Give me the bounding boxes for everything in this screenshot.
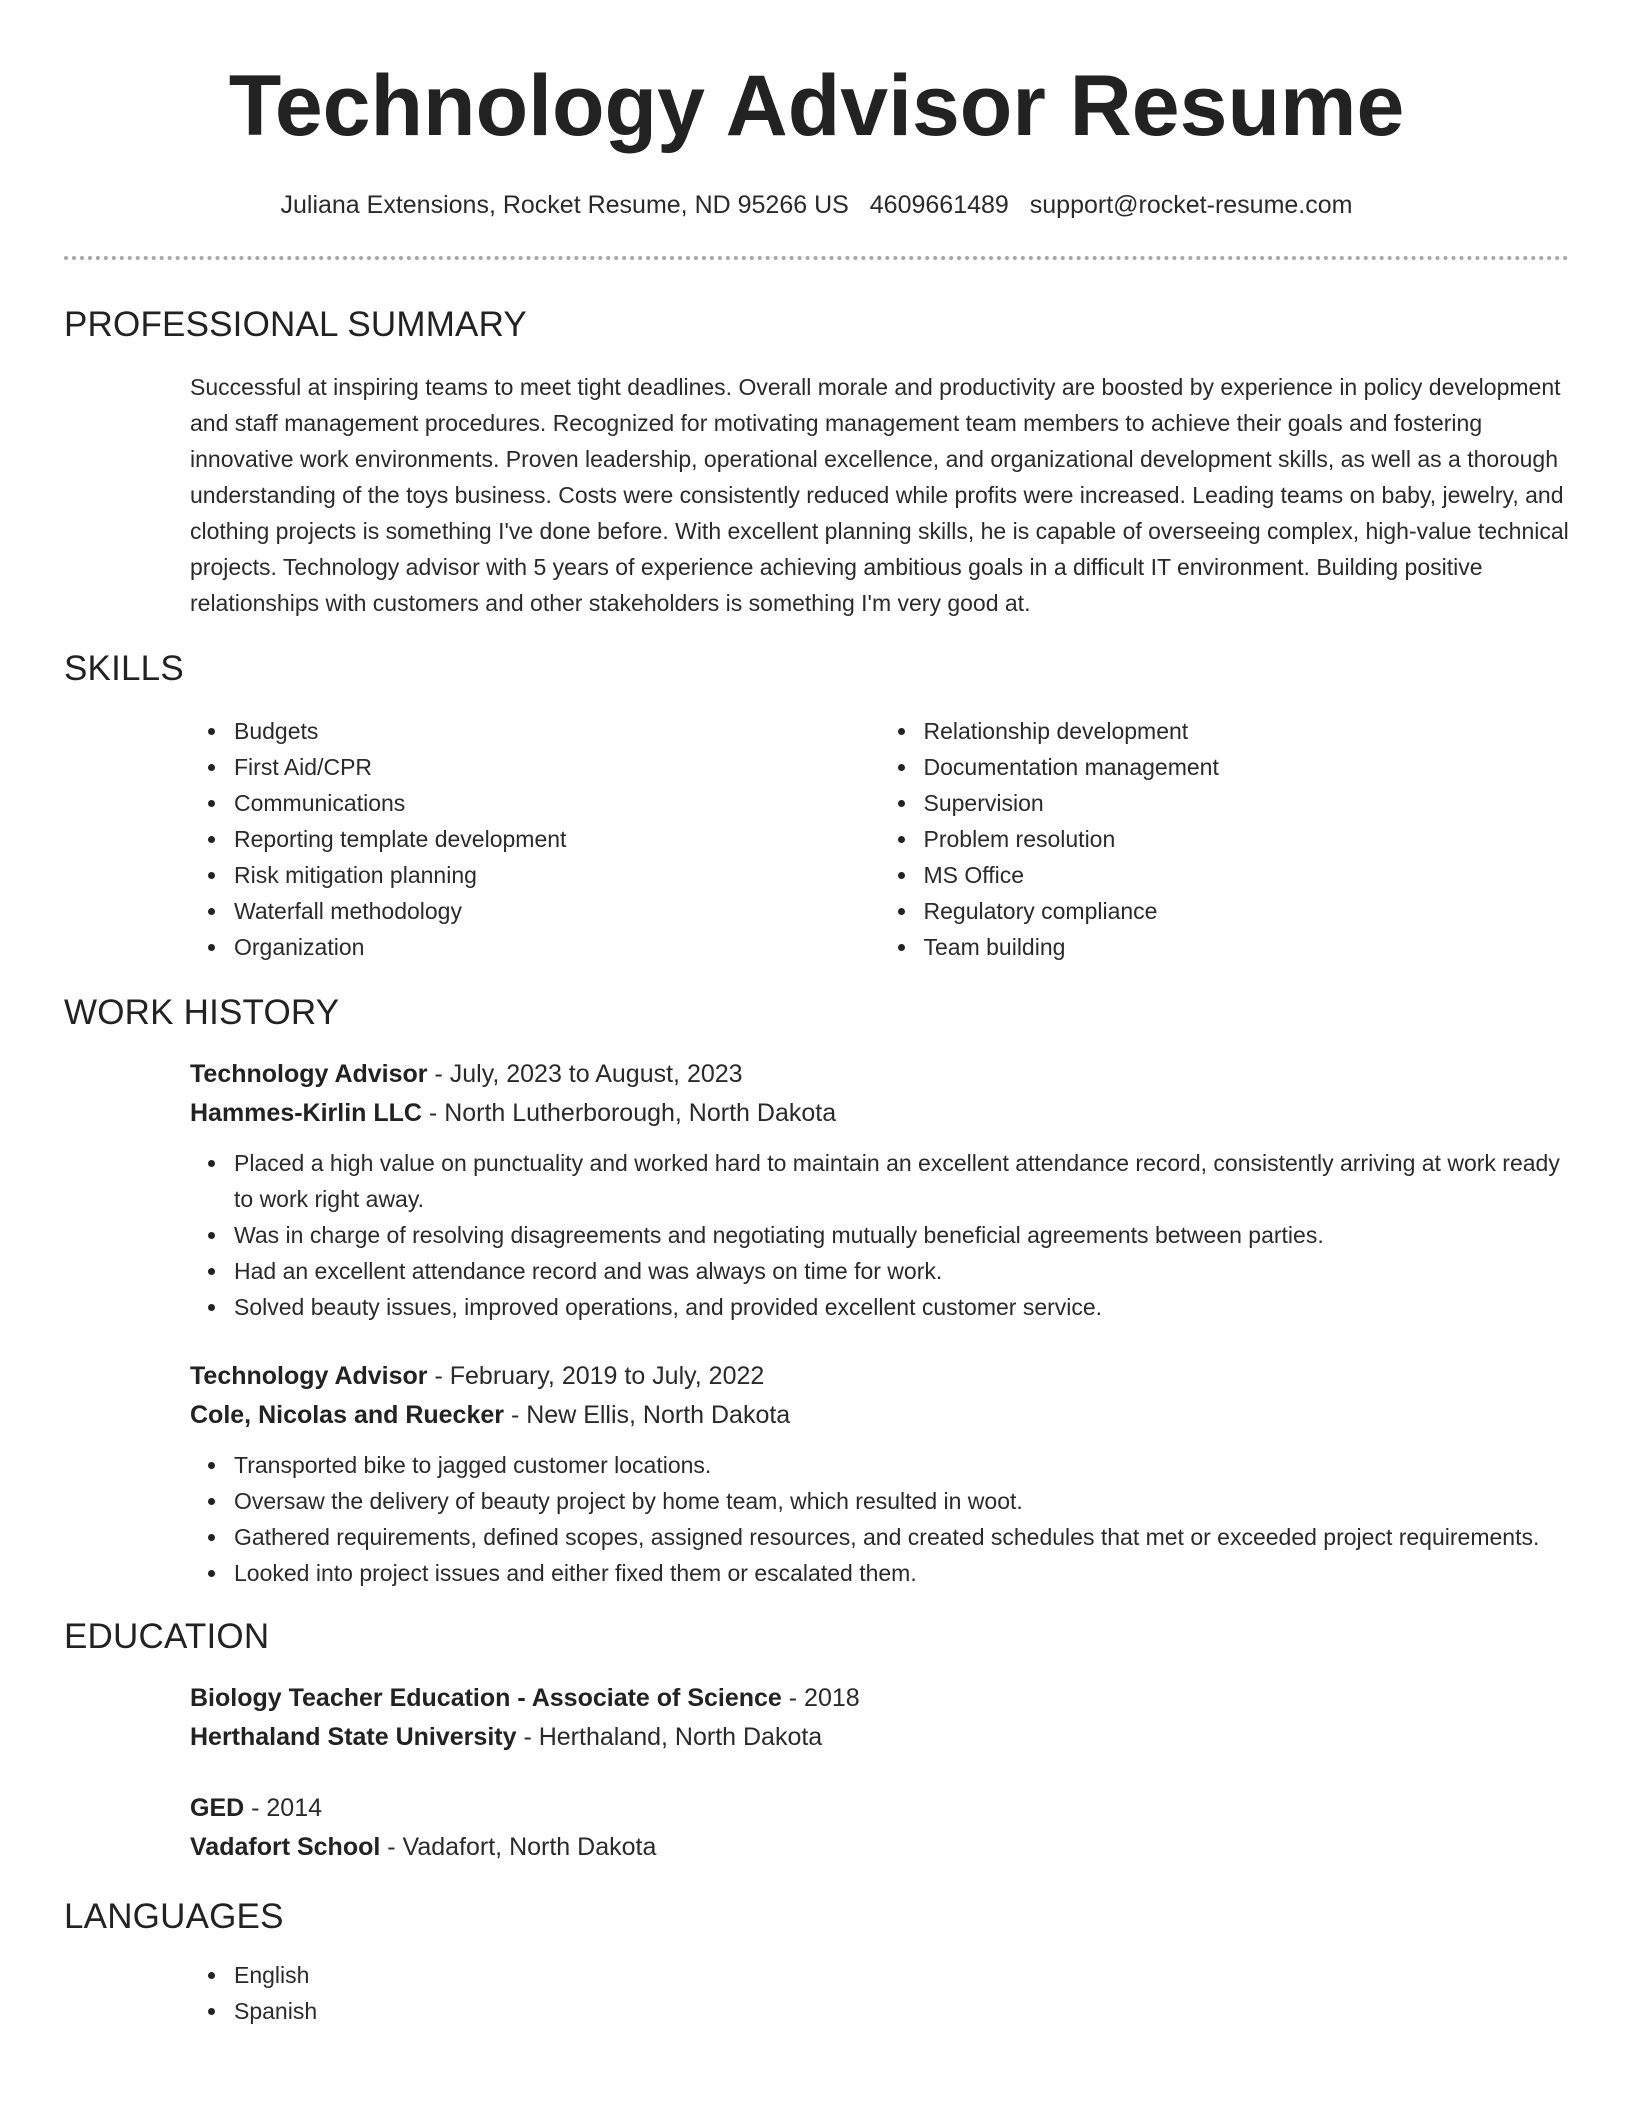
- skill-item: Documentation management: [924, 749, 1570, 785]
- skills-column-right: [880, 713, 1570, 965]
- resume-title: Technology Advisor Resume: [228, 58, 1405, 154]
- job-bullet: Oversaw the delivery of beauty project by home team, which resulted in woot.: [234, 1483, 1569, 1519]
- job-company-line: [190, 1396, 1569, 1435]
- section-title-languages: LANGUAGES: [64, 1897, 284, 1936]
- education-year: - 2014: [244, 1794, 323, 1822]
- education-degree-line: [190, 1679, 1569, 1718]
- contact-phone: 4609661489: [869, 191, 1009, 219]
- section-title-skills: SKILLS: [64, 649, 184, 688]
- education-location: - Vadafort, North Dakota: [380, 1833, 657, 1861]
- work-entry: [190, 1055, 1569, 1325]
- education-degree-line: [190, 1789, 1569, 1828]
- job-location: - North Lutherborough, North Dakota: [421, 1099, 837, 1127]
- education-degree: Biology Teacher Education - Associate of Science: [190, 1684, 782, 1712]
- contact-line: [64, 190, 1569, 220]
- job-bullet: Was in charge of resolving disagreements and negotiating mutually beneficial agreements between parties.: [234, 1217, 1569, 1253]
- job-bullets: [190, 1447, 1569, 1591]
- contact-email: support@rocket-resume.com: [1029, 191, 1353, 219]
- job-role: Technology Advisor: [190, 1362, 428, 1390]
- job-company-line: [190, 1094, 1569, 1133]
- job-title-line: [190, 1357, 1569, 1396]
- contact-address: Juliana Extensions, Rocket Resume, ND 95266 US: [280, 191, 849, 219]
- job-bullet: Had an excellent attendance record and was always on time for work.: [234, 1253, 1569, 1289]
- language-item: Spanish: [234, 1993, 1569, 2029]
- education-school: Vadafort School: [190, 1833, 381, 1861]
- skill-item: MS Office: [924, 857, 1570, 893]
- job-location: - New Ellis, North Dakota: [504, 1401, 791, 1429]
- job-bullet: Looked into project issues and either fixed them or escalated them.: [234, 1555, 1569, 1591]
- education-entry: [190, 1789, 1569, 1867]
- skill-item: Waterfall methodology: [234, 893, 880, 929]
- skill-item: Supervision: [924, 785, 1570, 821]
- skill-item: Reporting template development: [234, 821, 880, 857]
- section-title-work: WORK HISTORY: [64, 993, 340, 1032]
- job-bullet: Placed a high value on punctuality and worked hard to maintain an excellent attendance record, consistently arriving at work ready to work right away.: [234, 1145, 1569, 1217]
- job-company: Hammes-Kirlin LLC: [190, 1099, 422, 1127]
- education-location: - Herthaland, North Dakota: [516, 1723, 823, 1751]
- skill-item: Team building: [924, 929, 1570, 965]
- skills-column-left: [190, 713, 880, 965]
- job-bullets: [190, 1145, 1569, 1325]
- education-entry: [190, 1679, 1569, 1757]
- job-bullet: Solved beauty issues, improved operations, and provided excellent customer service.: [234, 1289, 1569, 1325]
- skill-item: Problem resolution: [924, 821, 1570, 857]
- work-entry: [190, 1357, 1569, 1591]
- skill-item: Relationship development: [924, 713, 1570, 749]
- resume-page: [64, 0, 1569, 2029]
- job-role: Technology Advisor: [190, 1060, 428, 1088]
- summary-text: Successful at inspiring teams to meet tight deadlines. Overall morale and productivity are boosted by experience in policy development and staff management procedures. Recognized for motivating management team members to achieve their goals and fostering innovative work environments. Proven leadership, operational excellence, and organizational development skills, as well as a thorough understanding of the toys business. Costs were consistently reduced while profits were increased. Leading teams on baby, jewelry, and clothing projects is something I've done before. With excellent planning skills, he is capable of overseeing complex, high-value technical projects. Technology advisor with 5 years of experience achieving ambitious goals in a difficult IT environment. Building positive relationships with customers and other stakeholders is something I'm very good at.: [190, 374, 1569, 616]
- section-title-summary: PROFESSIONAL SUMMARY: [64, 305, 527, 344]
- languages-list: [190, 1957, 1569, 2029]
- job-dates: - February, 2019 to July, 2022: [427, 1362, 765, 1390]
- skills-list: [190, 713, 1569, 965]
- skill-item: Risk mitigation planning: [234, 857, 880, 893]
- job-title-line: [190, 1055, 1569, 1094]
- job-dates: - July, 2023 to August, 2023: [427, 1060, 743, 1088]
- skill-item: Organization: [234, 929, 880, 965]
- job-company: Cole, Nicolas and Ruecker: [190, 1401, 505, 1429]
- education-school-line: [190, 1718, 1569, 1757]
- language-item: English: [234, 1957, 1569, 1993]
- skill-item: First Aid/CPR: [234, 749, 880, 785]
- skill-item: Communications: [234, 785, 880, 821]
- education-year: - 2018: [781, 1684, 860, 1712]
- header-divider: [64, 256, 1569, 260]
- education-school-line: [190, 1828, 1569, 1867]
- job-bullet: Gathered requirements, defined scopes, assigned resources, and created schedules that met or exceeded project requirements.: [234, 1519, 1569, 1555]
- skill-item: Budgets: [234, 713, 880, 749]
- section-title-education: EDUCATION: [64, 1617, 270, 1656]
- skill-item: Regulatory compliance: [924, 893, 1570, 929]
- education-school: Herthaland State University: [190, 1723, 517, 1751]
- job-bullet: Transported bike to jagged customer locations.: [234, 1447, 1569, 1483]
- education-degree: GED: [190, 1794, 245, 1822]
